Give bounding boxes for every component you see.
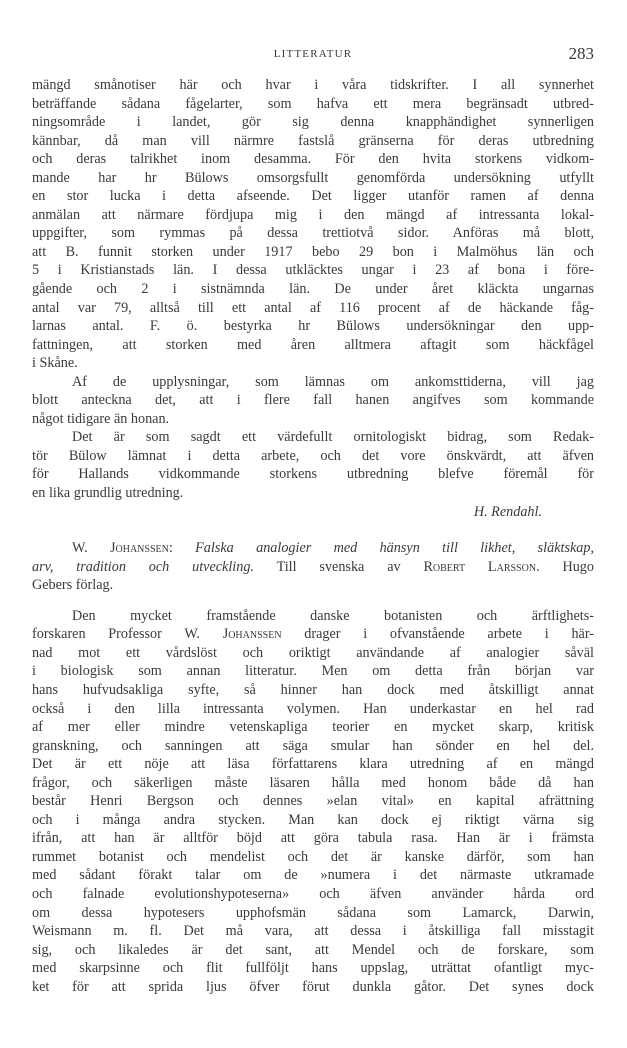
text-line: larnas antal. F. ö. bestyrka hr Bülows undersökningar den upp-	[32, 318, 594, 335]
text-line: nad mot ett vårdslöst och oriktigt användande af analogier såväl	[32, 644, 594, 661]
text-line: i Skåne.	[32, 355, 78, 372]
review-title-cont: arv, tradition och utveckling.	[32, 558, 254, 575]
text-line: att B. funnit storken under 1917 bebo 29 bon i Malmöhus län och	[32, 243, 594, 260]
review-colon: :	[168, 540, 196, 557]
text-line: består Henri Bergson och dennes »elan vital» en kapital afrättning	[32, 793, 594, 810]
text-line: 5 i Kristianstads län. I dessa utkläcktes ungar i 23 af bona i före-	[32, 262, 594, 279]
text-line: Det är ett nöje att läsa författarens klara utredning af en mängd	[32, 756, 594, 773]
review-heading-line	[32, 539, 594, 558]
review-heading	[32, 539, 594, 595]
author-name: Johanssen	[222, 626, 282, 643]
text-line: Den mycket framstående danske botanisten och ärftlighets-	[72, 607, 594, 624]
text-line: Det är som sagdt ett värdefullt ornitologiskt bidrag, som Redak-	[72, 429, 594, 446]
text-line: uppgifter, som rymmas på dessa trettiotvå sidor. Anföras må blott,	[32, 225, 594, 242]
text-line: hans hufvudsakliga syfte, så hinner han dock med åtskilligt annat	[32, 681, 594, 698]
text-line: mande har hr Bülows omsorgsfullt genomförda undersökning utfyllt	[32, 169, 594, 186]
paragraph-arrival	[32, 373, 594, 429]
text-line: Af de upplysningar, som lämnas om ankomsttiderna, vill jag	[72, 373, 594, 390]
text-line: och i många andra stycken. Man kan dock ej riktigt värna sig	[32, 811, 594, 828]
text-line: med sådant förakt talar om de »numera i det närmaste utkramade	[32, 867, 594, 884]
text-line: granskning, och sanningen att säga smular han sönder en hel del.	[32, 737, 594, 754]
review-publisher: Gebers förlag.	[32, 577, 114, 594]
after-translator: . Hugo	[536, 558, 594, 575]
text-line: rummet botanist och mendelist och det är kanske därför, som han	[32, 848, 594, 865]
review-author: W. Johanssen	[72, 540, 169, 557]
text-line: blott anteckna det, att i flere fall hanen angifves som kommande	[32, 392, 594, 409]
text-line: frågor, och säkerligen måste läsaren hålla med honom både då han	[32, 774, 594, 791]
paragraph-conclusion	[32, 428, 594, 521]
paragraph-review	[32, 607, 594, 996]
text-line: kännbar, då man vill närmre fastslå gränserna för deras utbredning	[32, 132, 594, 149]
text-span: forskaren Professor W.	[32, 626, 200, 643]
text-line: antal var 79, alltså till ett antal af 116 procent af de häckande fåg-	[32, 299, 594, 316]
text-line: och falnade evolutionshypoteserna» och äfven använder hårda ord	[32, 885, 594, 902]
text-line: något tidigare än honan.	[32, 410, 170, 427]
signature-text: H. Rendahl.	[473, 503, 542, 520]
text-line: i biologisk som annan litteratur. Men om detta från början var	[32, 663, 594, 680]
text-line: en lika grundlig utredning.	[32, 485, 184, 502]
text-line: mängd smånotiser här och hvar i våra tidskrifter. I all synnerhet	[32, 77, 594, 93]
text-line: ket för att sprida ljus öfver förut dunkla gåtor. Det synes dock	[32, 978, 594, 995]
text-line: gående och 2 i sistnämnda län. De under året kläckta ungarnas	[32, 281, 594, 298]
text-line: sig, och likaledes är det sant, att Mendel och de forskare, som	[32, 941, 594, 958]
text-line: ifrån, att han är alltför böjd att göra tabula rasa. Han är i främsta	[32, 830, 594, 847]
review-heading-line	[32, 558, 594, 577]
page-number: 283	[568, 44, 594, 63]
running-title: LITTERATUR	[273, 48, 353, 60]
text-line: Weismann m. fl. Det må vara, att dessa i åtskilliga fall misstagit	[32, 923, 594, 940]
text-line: af mer eller mindre vetenskapliga teorier en mycket skarp, kritisk	[32, 719, 594, 736]
text-line: med skarpsinne och flit fullföljt hans uppslag, uträttat ofantligt myc-	[32, 960, 594, 977]
text-line	[32, 625, 594, 644]
text-line: för Hallands vidkommande storkens utbredning blefve föremål för	[32, 466, 594, 483]
body-text	[32, 76, 594, 996]
text-line: en stor lucka i detta afseende. Det ligger utanför ramen af denna	[32, 188, 594, 205]
text-line: ningsområde i landet, gör sig denna knapphändighet synnerligen	[32, 114, 594, 131]
signature	[32, 503, 594, 522]
text-line: också i den lilla intressanta volymen. Han underkastar en hel rad	[32, 700, 594, 717]
page-header	[32, 44, 594, 66]
text-line: anmälan att närmare fördjupa mig i den mängd af intressanta lokal-	[32, 206, 594, 223]
text-line: och deras talrikhet inom desamma. För den hvita storkens vidkom-	[32, 151, 594, 168]
text-line: fattningen, att storken med åren alltmera aftagit som häckfågel	[32, 336, 594, 353]
text-line: om dessa hypotesers upphofsmän sådana som Lamarck, Darwin,	[32, 904, 594, 921]
paragraph-storks	[32, 76, 594, 373]
translator-prefix: Till svenska av	[253, 558, 424, 575]
text-span: drager i ofvanstående arbete i här-	[304, 626, 595, 643]
text-line: beträffande sådana fågelarter, som hafva ett mera begränsadt utbred-	[32, 95, 594, 112]
review-title: Falska analogier med hänsyn till likhet, släktskap,	[195, 540, 594, 557]
review-translator: Robert Larsson	[423, 558, 537, 575]
text-line: tör Bülow lämnat i detta arbete, och det vore önskvärdt, att äfven	[32, 447, 594, 464]
